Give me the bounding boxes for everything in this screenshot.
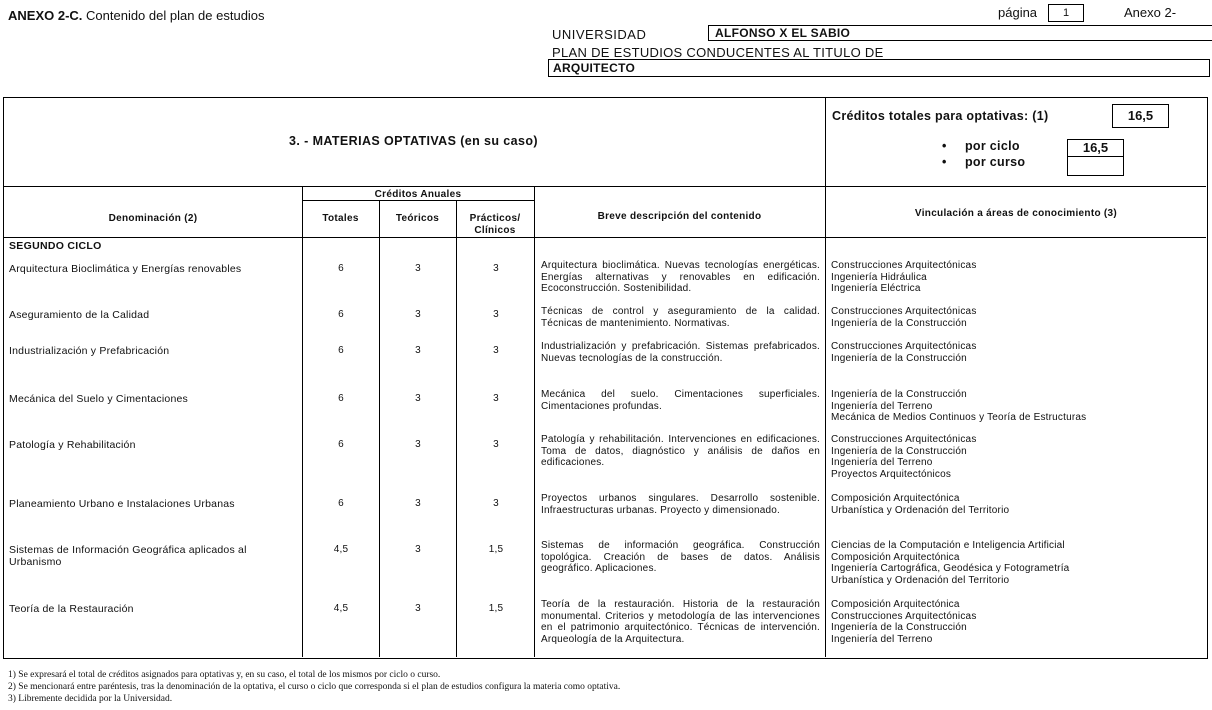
row-description: Sistemas de información geográfica. Construcción topológica. Creación de bases de datos. Análisis geográfico. Aplicaciones. [541,540,820,574]
row-name: Arquitectura Bioclimática y Energías renovables [9,263,242,275]
area-item: Ingeniería del Terreno [831,400,933,412]
area-item: Construcciones Arquitectónicas [831,434,977,445]
row-practice: 1,5 [488,603,504,614]
annex-heading-text: Contenido del plan de estudios [82,8,265,23]
bullet: • [942,155,947,169]
header-description: Breve descripción del contenido [597,211,762,222]
area-item: Ingeniería del Terreno [831,633,933,645]
annex-heading [8,8,265,23]
footnote: 2) Se mencionará entre paréntesis, tras la denominación de la optativa, el curso o ciclo que corresponda si el plan de estudios configura la materia como optativa. [8,682,621,692]
divider [534,187,535,657]
row-theory: 3 [415,345,421,356]
area-item: Ingeniería de la Construcción [831,389,967,400]
row-areas [831,540,1201,586]
area-item: Composición Arquitectónica [831,599,960,610]
area-item: Ingeniería de la Construcción [831,622,967,633]
row-areas [831,389,1201,424]
area-item: Ingeniería de la Construcción [831,445,967,457]
area-item: Ingeniería Eléctrica [831,283,921,294]
row-name: Sistemas de Información Geográfica aplicados al Urbanismo [9,544,247,568]
area-item: Ciencias de la Computación e Inteligencia Artificial [831,540,1065,551]
row-description: Proyectos urbanos singulares. Desarrollo sostenible. Infraestructuras urbanas. Proyecto y dimensionado. [541,493,820,516]
row-practice: 3 [493,263,499,274]
divider [379,201,380,657]
divider [456,201,457,657]
header-annual-credits: Créditos Anuales [374,189,462,200]
area-item: Proyectos Arquitectónicos [831,468,952,480]
area-item: Construcciones Arquitectónicas [831,306,977,317]
row-total: 4,5 [333,544,349,555]
area-item: Ingeniería de la Construcción [831,317,967,329]
per-cycle-value: 16,5 [1067,139,1124,157]
area-item: Urbanística y Ordenación del Territorio [831,574,1010,586]
page-label: página [998,5,1038,20]
row-practice: 3 [493,439,499,450]
divider [825,98,826,657]
row-areas [831,493,1201,516]
row-total: 6 [338,309,344,320]
row-total: 6 [338,345,344,356]
row-theory: 3 [415,544,421,555]
row-name: Industrialización y Prefabricación [9,345,170,357]
row-theory: 3 [415,309,421,320]
university-label: UNIVERSIDAD [552,27,647,42]
bullet: • [942,139,947,153]
area-item: Composición Arquitectónica [831,551,960,563]
row-description: Patología y rehabilitación. Intervenciones en edificaciones. Toma de datos, diagnóstico y análisis de daños en edificaciones. [541,434,820,468]
row-total: 6 [338,263,344,274]
area-item: Urbanística y Ordenación del Territorio [831,504,1010,516]
divider [302,200,534,201]
row-description: Arquitectura bioclimática. Nuevas tecnologías energéticas. Energías alternativas y renovables en edificación. Ecoconstrucción. Sostenibilidad. [541,260,820,294]
row-description: Mecánica del suelo. Cimentaciones superficiales. Cimentaciones profundas. [541,389,820,412]
row-name: Patología y Rehabilitación [9,439,136,451]
row-practice: 3 [493,345,499,356]
row-practice: 3 [493,498,499,509]
plan-label: PLAN DE ESTUDIOS CONDUCENTES AL TITULO DE [552,45,884,60]
footnote: 1) Se expresará el total de créditos asignados para optativas y, en su caso, el total de los mismos por ciclo o curso. [8,670,441,680]
cycle-label: SEGUNDO CICLO [9,240,102,252]
row-theory: 3 [415,393,421,404]
area-item: Ingeniería Hidráulica [831,271,927,283]
area-item: Construcciones Arquitectónicas [831,341,977,352]
row-areas [831,434,1201,480]
row-theory: 3 [415,498,421,509]
row-total: 6 [338,439,344,450]
row-name: Planeamiento Urbano e Instalaciones Urbanas [9,498,235,510]
section-title: 3. - MATERIAS OPTATIVAS (en su caso) [289,134,538,148]
footnote: 3) Libremente decidida por la Universidad. [8,694,173,704]
total-credits-value: 16,5 [1112,104,1169,128]
row-name: Mecánica del Suelo y Cimentaciones [9,393,188,405]
area-item: Ingeniería de la Construcción [831,352,967,364]
row-name: Aseguramiento de la Calidad [9,309,150,321]
row-description: Técnicas de control y aseguramiento de la calidad. Técnicas de mantenimiento. Normativas. [541,306,820,329]
divider [302,187,303,657]
row-total: 6 [338,393,344,404]
per-course-label: por curso [965,155,1026,169]
row-total: 4,5 [333,603,349,614]
header-theory: Teóricos [395,213,440,224]
area-item: Composición Arquitectónica [831,493,960,504]
row-theory: 3 [415,439,421,450]
row-areas [831,306,1201,329]
row-description: Industrialización y prefabricación. Sistemas prefabricados. Nuevas tecnologías de la construcción. [541,341,820,364]
per-cycle-label: por ciclo [965,139,1020,153]
row-areas [831,341,1201,364]
university-value: ALFONSO X EL SABIO [708,25,1212,41]
area-item: Ingeniería del Terreno [831,457,933,468]
area-item: Mecánica de Medios Continuos y Teoría de Estructuras [831,412,1087,423]
annex-right-label: Anexo 2- [1124,5,1177,20]
total-credits-label: Créditos totales para optativas: (1) [832,109,1049,123]
divider [4,237,1206,238]
page-number-box: 1 [1048,4,1084,22]
header-areas: Vinculación a áreas de conocimiento (3) [914,208,1118,219]
annex-heading-bold: ANEXO 2-C. [8,8,83,23]
row-practice: 3 [493,393,499,404]
row-theory: 3 [415,263,421,274]
row-theory: 3 [415,603,421,614]
row-areas [831,260,1201,295]
row-areas [831,599,1201,645]
area-item: Ingeniería Cartográfica, Geodésica y Fotogrametría [831,563,1070,574]
row-description: Teoría de la restauración. Historia de la restauración monumental. Criterios y metodología de las intervenciones en el patrimonio arquitectónico. Técnicas de intervención. Arqueología de la Arquitectura. [541,599,820,645]
area-item: Construcciones Arquitectónicas [831,260,977,271]
row-practice: 1,5 [488,544,504,555]
header-practice: Prácticos/ Clínicos [469,213,521,236]
divider [4,186,1206,187]
row-name: Teoría de la Restauración [9,603,134,615]
degree-value: ARQUITECTO [548,59,1210,77]
per-course-value [1067,156,1124,176]
header-name: Denominación (2) [108,213,198,224]
row-total: 6 [338,498,344,509]
area-item: Construcciones Arquitectónicas [831,610,977,622]
header-total: Totales [322,213,359,224]
row-practice: 3 [493,309,499,320]
